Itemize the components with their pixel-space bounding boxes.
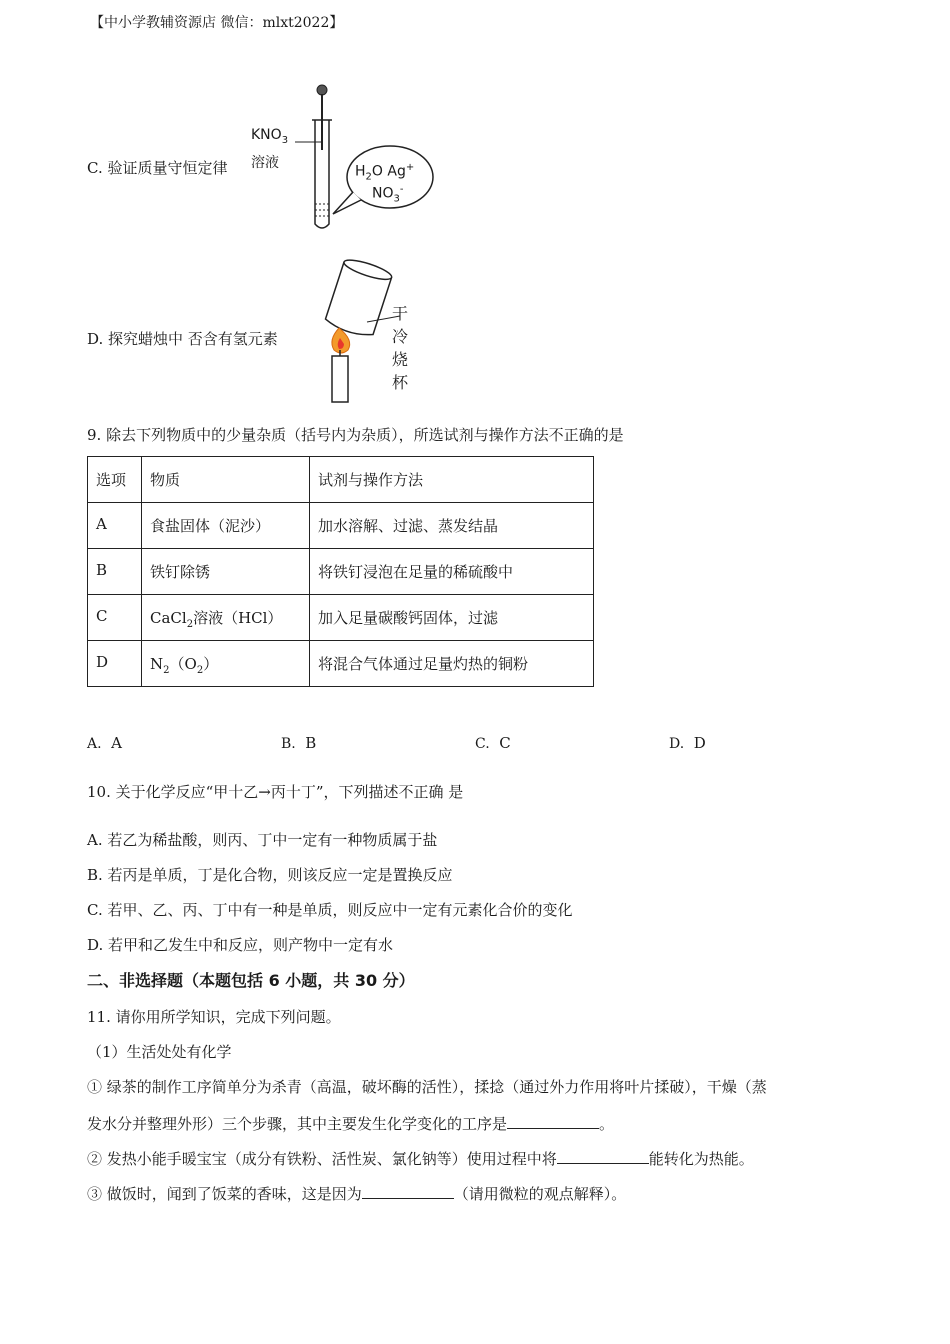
candle-beaker-diagram [312,258,402,406]
row-method: 将混合气体通过足量灼热的铜粉 [310,641,594,687]
page-header: 【中小学教辅资源店 微信：mlxt2022】 [90,15,344,31]
header-option: 选项 [88,457,142,503]
section-heading: 二、非选择题（本题包括 6 小题，共 30 分） [87,971,415,990]
q10-option-c[interactable]: C. 若甲、乙、丙、丁中有一种是单质，则反应中一定有元素化合价的变化 [87,901,573,919]
row-method: 加入足量碳酸钙固体，过滤 [310,595,594,641]
kno3-label: $KNO_3$ 溶液 [251,127,289,171]
choice-b[interactable]: B. B [281,734,317,752]
q11-item1-line1: ① 绿茶的制作工序简单分为杀青（高温，破坏酶的活性），揉捻（通过外力作用将叶片揉破），干燥（蒸 [87,1078,767,1096]
row-option: C [88,595,142,641]
row-option: D [88,641,142,687]
q11-item3: ③ 做饭时，闻到了饭菜的香味，这是因为 （请用微粒的观点解释）。 [87,1185,627,1203]
row-substance: 铁钉除锈 [142,549,310,595]
row-method: 将铁钉浸泡在足量的稀硫酸中 [310,549,594,595]
row-substance: CaCl$_2$溶液（HCl） [142,595,310,641]
bubble-ions-line2: $NO_3^-$ [372,184,404,205]
row-option: B [88,549,142,595]
answer-blank-1[interactable] [507,1114,599,1129]
table-header-row [88,457,594,503]
q10-stem: 10. 关于化学反应“甲十乙→丙十丁”，下列描述不正确 是 [87,783,464,801]
header-method: 试剂与操作方法 [310,457,594,503]
table-row [88,503,594,549]
q11-sub1: （1）生活处处有化学 [87,1043,232,1061]
table-row [88,595,594,641]
row-substance: 食盐固体（泥沙） [142,503,310,549]
q11-item2: ② 发热小能手暖宝宝（成分有铁粉、活性炭、氯化钠等）使用过程中将 能转化为热能。 [87,1150,754,1168]
row-substance: $N_2(O_2)$ [142,641,310,687]
row-option: A [88,503,142,549]
table-row [88,549,594,595]
q10-option-a[interactable]: A. 若乙为稀盐酸，则丙、丁中一定有一种物质属于盐 [87,831,438,849]
bubble-ions-line1: $H_2O$ Ag+ [355,162,415,183]
choice-c[interactable]: C. C [475,734,511,752]
dry-cold-beaker-label: 干 冷 烧 杯 [392,304,409,392]
q10-option-d[interactable]: D. 若甲和乙发生中和反应，则产物中一定有水 [87,936,394,954]
q10-option-b[interactable]: B. 若丙是单质，丁是化合物，则该反应一定是置换反应 [87,866,453,884]
header-substance: 物质 [142,457,310,503]
row-method: 加水溶解、过滤、蒸发结晶 [310,503,594,549]
choice-a[interactable]: A. A [87,734,122,752]
q9-stem: 9. 除去下列物质中的少量杂质（括号内为杂质），所选试剂与操作方法不正确的是 [87,426,624,444]
option-c-label: C. 验证质量守恒定律 [87,159,228,177]
answer-blank-2[interactable] [557,1149,649,1164]
choice-d[interactable]: D. D [669,734,706,752]
q11-stem: 11. 请你用所学知识，完成下列问题。 [87,1008,341,1026]
table-row [88,641,594,687]
q11-item1-line2: 发水分并整理外形）三个步骤，其中主要发生化学变化的工序是 。 [87,1115,615,1133]
answer-blank-3[interactable] [362,1184,454,1199]
option-d-label: D. 探究蜡烛中 否含有氢元素 [87,330,278,348]
q9-table [87,456,594,687]
test-tube-diagram [285,80,445,238]
